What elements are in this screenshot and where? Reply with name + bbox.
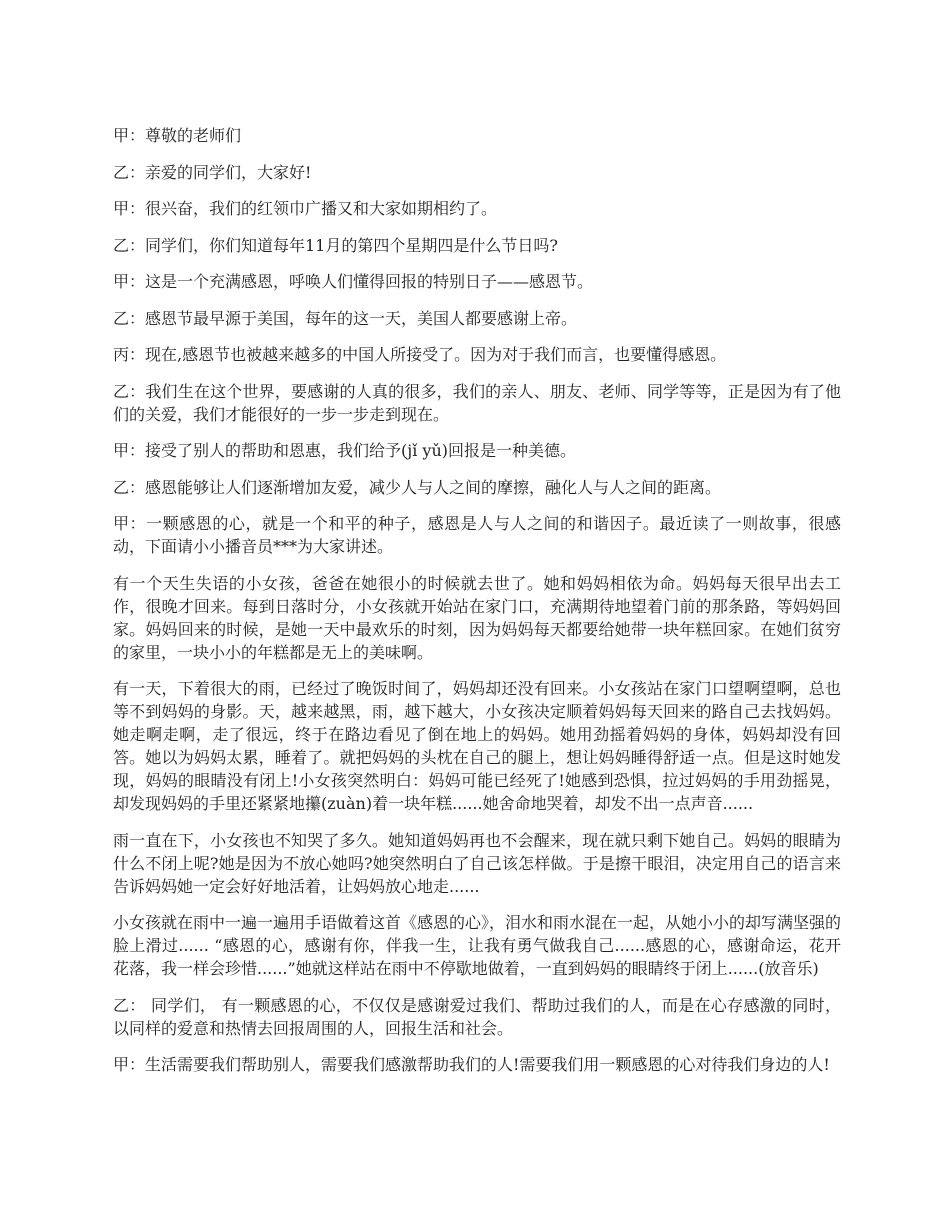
paragraph-thanksgiving-definition: 甲：这是一个充满感恩，呼唤人们懂得回报的特别日子——感恩节。 xyxy=(113,272,594,291)
paragraph-gratitude-benefits: 乙：感恩能够让人们逐渐增加友爱，减少人与人之间的摩擦，融化人与人之间的距离。 xyxy=(113,477,722,497)
paragraph-closing: 甲：生活需要我们帮助别人，需要我们感激帮助我们的人!需要我们用一颗感恩的心对待我们身边的人! xyxy=(113,1055,830,1074)
paragraph-story-intro: 甲：一颗感恩的心，就是一个和平的种子，感恩是人与人之间的和谐因子。最近读了一则故事，很感动，下面请小小播音员***为大家讲述。 xyxy=(113,514,841,556)
paragraph-broadcast-intro: 甲：很兴奋，我们的红领巾广播又和大家如期相约了。 xyxy=(113,199,498,218)
paragraph-thanksgiving-origin: 乙：感恩节最早源于美国，每年的这一天，美国人都要感谢上帝。 xyxy=(113,308,578,328)
paragraph-repaying-kindness: 甲：接受了别人的帮助和恩惠，我们给予(jǐ yǔ)回报是一种美德。 xyxy=(113,441,576,460)
paragraph-story-part-4: 小女孩就在雨中一遍一遍用手语做着这首《感恩的心》，泪水和雨水混在一起，从她小小的却写满坚强的脸上滑过...... “感恩的心，感谢有你，伴我一生，让我有勇气做我自己......感恩的心，感谢命运，花开花落，我一样会珍惜......”她就这样站在雨中不停歇地做着，一直到妈妈的眼睛终于闭上......(放音乐) xyxy=(113,913,842,978)
paragraph-story-part-3: 雨一直在下，小女孩也不知哭了多久。她知道妈妈再也不会醒来，现在就只剩下她自己。妈妈的眼睛为什么不闭上呢?她是因为不放心她吗?她突然明白了自己该怎样做。于是擦干眼泪，决定用自己的语言来告诉妈妈她一定会好好地活着，让妈妈放心地走...... xyxy=(113,830,841,896)
paragraph-gratitude-meaning: 乙： 同学们， 有一颗感恩的心，不仅仅是感谢爱过我们、帮助过我们的人，而是在心存感激的同时，以同样的爱意和热情去回报周围的人，回报生活和社会。 xyxy=(113,995,841,1038)
paragraph-holiday-question: 乙：同学们，你们知道每年11月的第四个星期四是什么节日吗? xyxy=(113,235,558,255)
paragraph-thanksgiving-china: 丙：现在,感恩节也被越来越多的中国人所接受了。因为对于我们而言，也要懂得感恩。 xyxy=(113,345,727,364)
paragraph-greeting-students: 乙：亲爱的同学们，大家好! xyxy=(113,162,312,182)
paragraph-story-part-1: 有一个天生失语的小女孩，爸爸在她很小的时候就去世了。她和妈妈相依为命。妈妈每天很早出去工作，很晚才回来。每到日落时分，小女孩就开始站在家门口，充满期待地望着门前的那条路，等妈妈回家。妈妈回来的时候，是她一天中最欢乐的时刻，因为妈妈每天都要给她带一块年糕回家。在她们贫穷的家里，一块小小的年糕都是无上的美味啊。 xyxy=(113,573,841,662)
paragraph-story-part-2: 有一天，下着很大的雨，已经过了晚饭时间了，妈妈却还没有回来。小女孩站在家门口望啊望啊，总也等不到妈妈的身影。天，越来越黑，雨，越下越大，小女孩决定顺着妈妈每天回来的路自己去找妈妈。她走啊走啊，走了很远，终于在路边看见了倒在地上的妈妈。她用劲摇着妈妈的身体，妈妈却没有回答。她以为妈妈太累，睡着了。就把妈妈的头枕在自己的腿上，想让妈妈睡得舒适一点。但是这时她发现，妈妈的眼睛没有闭上!小女孩突然明白：妈妈可能已经死了!她感到恐惧，拉过妈妈的手用劲摇晃，却发现妈妈的手里还紧紧地攥(zuàn)着一块年糕......她舍命地哭着，却发不出一点声音...... xyxy=(113,679,841,813)
document-page xyxy=(113,124,841,1090)
paragraph-greeting-teachers: 甲：尊敬的老师们 xyxy=(113,126,242,145)
paragraph-people-to-thank: 乙：我们生在这个世界，要感谢的人真的很多，我们的亲人、朋友、老师、同学等等，正是因为有了他们的关爱，我们才能很好的一步一步走到现在。 xyxy=(113,381,841,424)
